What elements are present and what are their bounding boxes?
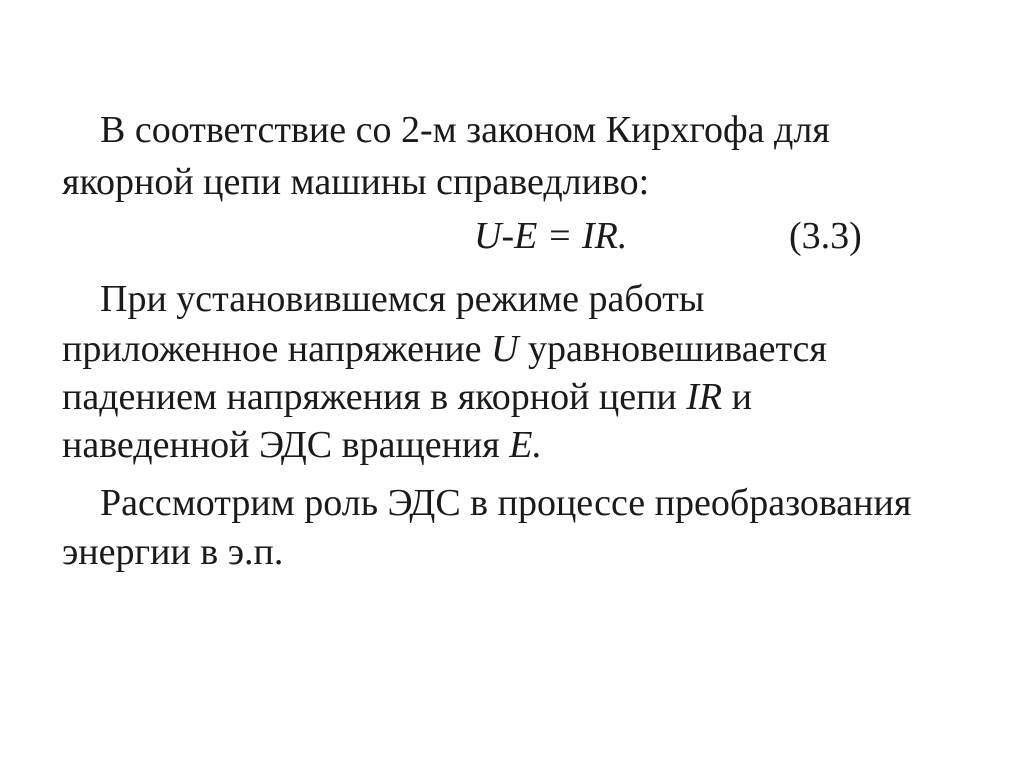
paragraph2-line2-pre: приложенное напряжение bbox=[62, 328, 491, 370]
paragraph2-line1: При установившемся режиме работы bbox=[100, 278, 705, 320]
equation-formula: U-E = IR. bbox=[474, 215, 628, 257]
paragraph2-line2-post: уравновешивается bbox=[518, 328, 827, 370]
paragraph2-line4-pre: наведенной ЭДС вращения bbox=[62, 424, 510, 466]
paragraph2-line3-pre: падением напряжения в якорной цепи bbox=[62, 376, 687, 418]
voltage-variable: U bbox=[490, 328, 519, 370]
paragraph2-line3 bbox=[62, 371, 752, 423]
paragraph3-line2: энергии в э.п. bbox=[62, 531, 284, 573]
paragraph3-line1: Рассмотрим роль ЭДС в процессе преобразования bbox=[100, 482, 912, 524]
paragraph2-line3-post: и bbox=[722, 376, 752, 418]
ir-variable: IR bbox=[686, 376, 723, 418]
paragraph2-line4 bbox=[62, 419, 542, 471]
emf-variable: E. bbox=[509, 424, 542, 466]
equation-number: (3.3) bbox=[789, 215, 862, 257]
paragraph1-line2: якорной цепи машины справедливо: bbox=[62, 161, 650, 203]
paragraph1-line1: В соответствие со 2-м законом Кирхгофа для bbox=[100, 109, 830, 151]
paragraph2-line2 bbox=[62, 323, 827, 375]
